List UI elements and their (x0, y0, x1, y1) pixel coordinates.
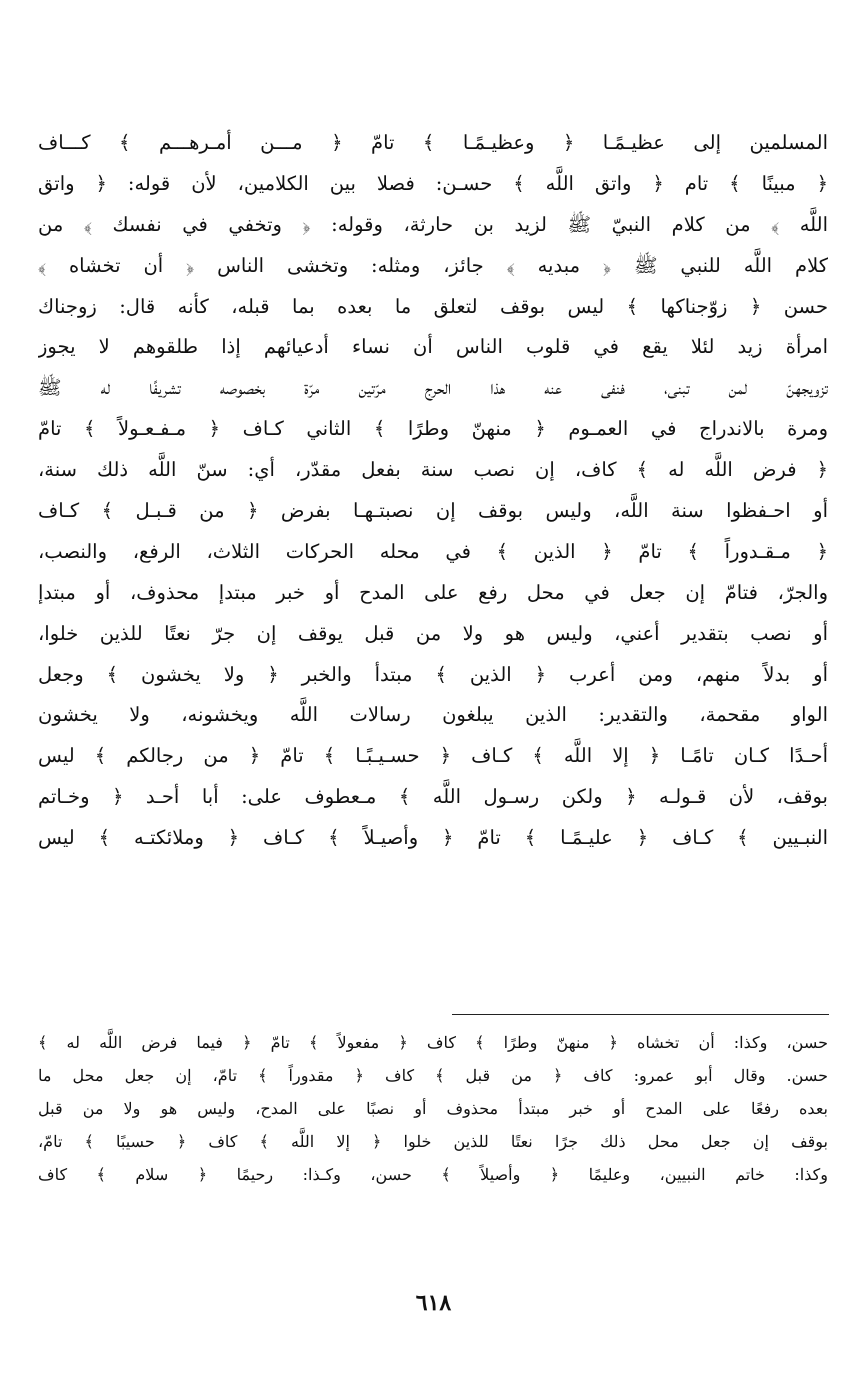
main-text-line: أو احـفظوا سنة اللَّه، وليس بوقف إن نصبتـهـا بفرض ﴿ من قـبـل ﴾ كـاف (38, 499, 828, 523)
main-text-line: أو نصب بتقدير أعني، وليس هو ولا من قبل يوقف إن جرّ نعتًا للذين خلوا، (38, 621, 828, 645)
footnote-line: بعده رفعًا على المدح أو خبر مبتدأ محذوف أو نصبًا على المدح، وليس هو ولا من قبل (38, 1099, 828, 1118)
main-text-line: أحـدًا كـان تامًـا ﴿ إلا اللَّه ﴾ كـاف ﴿ حسـيـبًـا ﴾ تامّ ﴿ من رجالكم ﴾ ليس (38, 744, 828, 768)
page-number: ٦١٨ (415, 1290, 452, 1316)
main-text-line: بوقف، لأن قـولـه ﴿ ولكن رسـول اللَّه ﴾ مـعطوف على: أبا أحـد ﴿ وخـاتم (38, 785, 828, 809)
footnote-separator (452, 1014, 829, 1015)
main-text-line: الواو مقحمة، والتقدير: الذين يبلغون رسالات اللَّه ويخشونه، ولا يخشون (38, 703, 828, 727)
main-text-line: ومرة بالاندراج في العمـوم ﴿ منهنّ وطرًا ﴾ الثاني كـاف ﴿ مـفـعـولاً ﴾ تامّ (38, 417, 828, 441)
main-text-line: تزويجهنّ لمن تبنى، فنفى عنه هذا الحرج مرّتين مرّة بخصوصه تشريفًا له ﷺ (38, 376, 828, 400)
footnote-line: بوقف إن جعل محل ذلك جرًا نعتًا للذين خلوا ﴿ إلا اللَّه ﴾ كاف ﴿ حسيبًا ﴾ تامّ، (38, 1132, 828, 1151)
main-text-line: ﴿ فرض اللَّه له ﴾ كاف، إن نصب سنة بفعل مقدّر، أي: سنّ اللَّه ذلك سنة، (38, 458, 828, 482)
main-text-line: امرأة زيد لئلا يقع في قلوب الناس أن نساء أدعيائهم إذا طلقوهم لا يجوز (38, 335, 828, 359)
main-text-block (38, 123, 828, 859)
main-text-line: أو بدلاً منهم، ومن أعرب ﴿ الذين ﴾ مبتدأ والخبر ﴿ ولا يخشون ﴾ وجعل (38, 662, 828, 686)
main-text-line: كلام اللَّه للنبي ﷺ ﴿ مبديه ﴾ جائز، ومثله: وتخشى الناس ﴿ أن تخشاه ﴾ (38, 253, 828, 277)
main-text-line: اللَّه ﴾ من كلام النبيّ ﷺ لزيد بن حارثة، وقوله: ﴿ وتخفي في نفسك ﴾ من (38, 212, 828, 236)
main-text-line: المسلمين إلى عظيـمًـا ﴿ وعظيـمًـا ﴾ تامّ ﴿ مـــن أمـرهـــم ﴾ كـــاف (38, 131, 828, 154)
main-text-line: النبـيين ﴾ كـاف ﴿ عليـمًـا ﴾ تامّ ﴿ وأصيـلاً ﴾ كـاف ﴿ وملائكتـه ﴾ ليس (38, 826, 828, 850)
main-text-line: ﴿ مـقـدوراً ﴾ تامّ ﴿ الذين ﴾ في محله الحركات الثلاث، الرفع، والنصب، (38, 539, 828, 563)
footnote-line: حسن. وقال أبو عمرو: كاف ﴿ من قبل ﴾ كاف ﴿ مقدوراً ﴾ تامّ، إن جعل محل ما (38, 1066, 828, 1085)
main-text-line: والجرّ، فتامّ إن جعل في محل رفع على المدح أو خبر مبتدإ محذوف، أو مبتدإ (38, 580, 828, 604)
footnote-line: حسن، وكذا: أن تخشاه ﴿ منهنّ وطرًا ﴾ كاف ﴿ مفعولاً ﴾ تامّ ﴿ فيما فرض اللَّه له ﴾ (38, 1033, 828, 1052)
footnotes-block (38, 1026, 828, 1191)
main-text-line: حسن ﴿ زوّجناكها ﴾ ليس بوقف لتعلق ما بعده بما قبله، كأنه قال: زوجناك (38, 294, 828, 318)
main-text-line: ﴿ مبينًا ﴾ تام ﴿ واتق اللَّه ﴾ حسـن: فصلا بين الكلامين، لأن قوله: ﴿ واتق (38, 171, 828, 195)
footnote-line: وكذا: خاتم النبيين، وعليمًا ﴿ وأصيلاً ﴾ حسن، وكـذا: رحيمًا ﴿ سلام ﴾ كاف (38, 1165, 828, 1184)
